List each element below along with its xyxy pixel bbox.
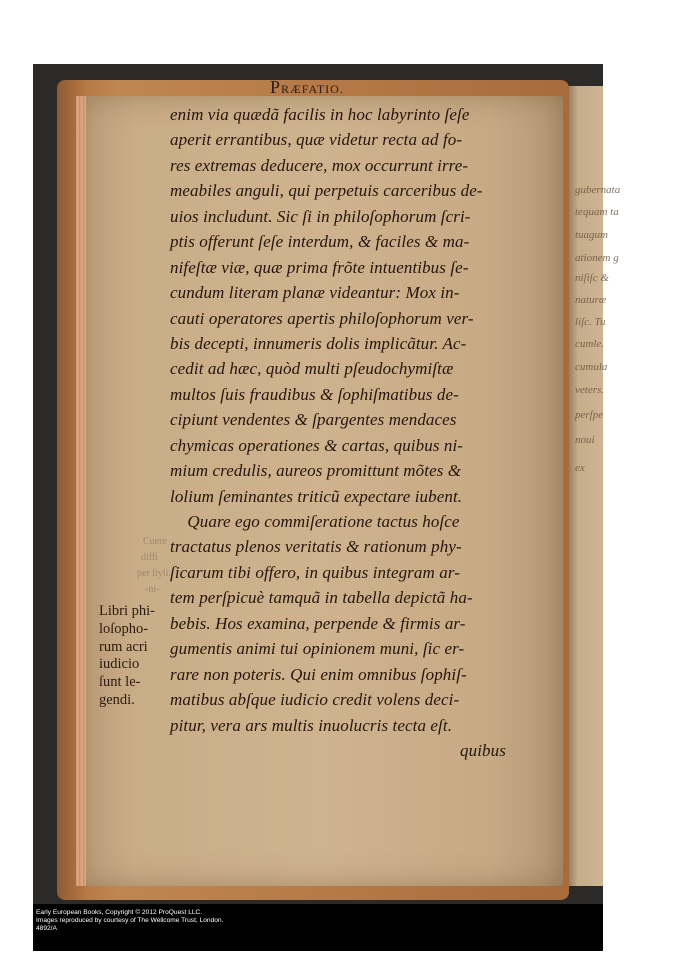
bleed-through-text: -ni- bbox=[145, 584, 160, 595]
facing-page-fragment: cumula bbox=[575, 361, 608, 373]
text-line: chymicas operationes & cartas, quibus ni- bbox=[170, 435, 464, 455]
facing-page-fragment: niſiſc & bbox=[575, 272, 609, 284]
text-line: meabiles anguli, qui perpetuis carceribus de- bbox=[170, 181, 483, 201]
margin-note bbox=[99, 603, 155, 710]
catchword: quibus bbox=[460, 740, 506, 760]
facing-page-fragment: tuagum bbox=[575, 229, 608, 241]
text-line: ſicarum tibi offero, in quibus integram ar- bbox=[170, 562, 460, 582]
page-edge bbox=[76, 96, 86, 886]
text-line: ptis offerunt ſeſe interdum, & faciles & ma- bbox=[170, 232, 470, 252]
credit-line: 4892/A bbox=[36, 925, 57, 933]
text-line: bis decepti, innumeris dolis implicãtur. Ac- bbox=[170, 333, 467, 353]
body-text bbox=[170, 102, 540, 763]
text-line: multos ſuis fraudibus & ſophiſmatibus de- bbox=[170, 384, 459, 404]
text-line: mium credulis, aureos promittunt mõtes & bbox=[170, 461, 462, 481]
facing-page-fragment: cumle. bbox=[575, 338, 605, 350]
facing-page-fragment: tequam ta bbox=[575, 206, 619, 218]
bleed-through-text: Cuere bbox=[143, 536, 167, 547]
credit-line: Images reproduced by courtesy of The Wellcome Trust, London. bbox=[36, 917, 224, 925]
margin-note-line: gendi. bbox=[99, 691, 135, 708]
text-line: enim via quædã facilis in hoc labyrinto ſeſe bbox=[170, 105, 470, 124]
margin-note-line: iudicio bbox=[99, 656, 140, 673]
text-line: nifeſtæ viæ, quæ prima frõte intuentibus ſe- bbox=[170, 257, 469, 277]
facing-page-fragment: gubernata bbox=[575, 184, 621, 196]
text-line: Quare ego commiſeratione tactus hoſce bbox=[170, 512, 460, 531]
bleed-through-text: per ſtyli. bbox=[137, 568, 171, 579]
text-line: cundum literam planæ videantur: Mox in- bbox=[170, 283, 460, 303]
facing-page-fragment: ex bbox=[575, 462, 585, 474]
facing-page-fragment: veters. bbox=[575, 384, 605, 396]
running-head-ligature: RÆ bbox=[281, 82, 302, 96]
running-head-initial: P bbox=[270, 77, 282, 97]
text-line: tractatus plenos veritatis & rationum phy- bbox=[170, 537, 462, 557]
running-head-rest: FATIO. bbox=[301, 82, 344, 96]
margin-note-line: ſunt le- bbox=[99, 674, 141, 691]
facing-page-fragment: noui bbox=[575, 434, 595, 446]
text-line: cauti operatores apertis philoſophorum ver- bbox=[170, 308, 474, 328]
facing-page-fragment: liſc. Tu bbox=[575, 316, 606, 328]
margin-note-line: loſopho- bbox=[99, 620, 149, 637]
margin-note-line: rum acri bbox=[99, 638, 148, 655]
text-line: tem perſpicuè tamquã in tabella depictã ha- bbox=[170, 588, 473, 608]
text-line: pitur, vera ars multis inuolucris tecta eſt. bbox=[170, 715, 453, 735]
credits-bar bbox=[33, 904, 603, 951]
text-line: bebis. Hos examina, perpende & firmis ar- bbox=[170, 613, 466, 633]
facing-page-fragment: ationem g bbox=[575, 252, 619, 264]
text-line: lolium ſeminantes triticũ expectare iubent. bbox=[170, 486, 463, 506]
bleed-through-text: diffi bbox=[141, 552, 159, 563]
text-line: cipiunt vendentes & ſpargentes mendaces bbox=[170, 410, 457, 430]
text-line: gumentis animi tui opinionem muni, ſic er- bbox=[170, 639, 465, 659]
facing-page-fragment: perſpe bbox=[575, 409, 604, 421]
credits bbox=[36, 909, 223, 934]
text-line: aperit errantibus, quæ videtur recta ad fo- bbox=[170, 130, 463, 150]
credit-line: Early European Books, Copyright © 2012 ProQuest LLC. bbox=[36, 909, 203, 916]
margin-note-line: Libri phi- bbox=[99, 603, 155, 619]
text-line: res extremas deducere, mox occurrunt irre- bbox=[170, 155, 469, 175]
facing-page-fragment: naturæ bbox=[575, 294, 607, 306]
running-head bbox=[270, 77, 344, 98]
text-line: rare non poteris. Qui enim omnibus ſophiſ- bbox=[170, 664, 467, 684]
text-line: uios includunt. Sic ſi in philoſophorum ſcri- bbox=[170, 206, 471, 226]
text-line: cedit ad hæc, quòd multi pſeudochymiſtæ bbox=[170, 359, 454, 379]
text-line: matibus abſque iudicio credit volens deci- bbox=[170, 690, 460, 710]
